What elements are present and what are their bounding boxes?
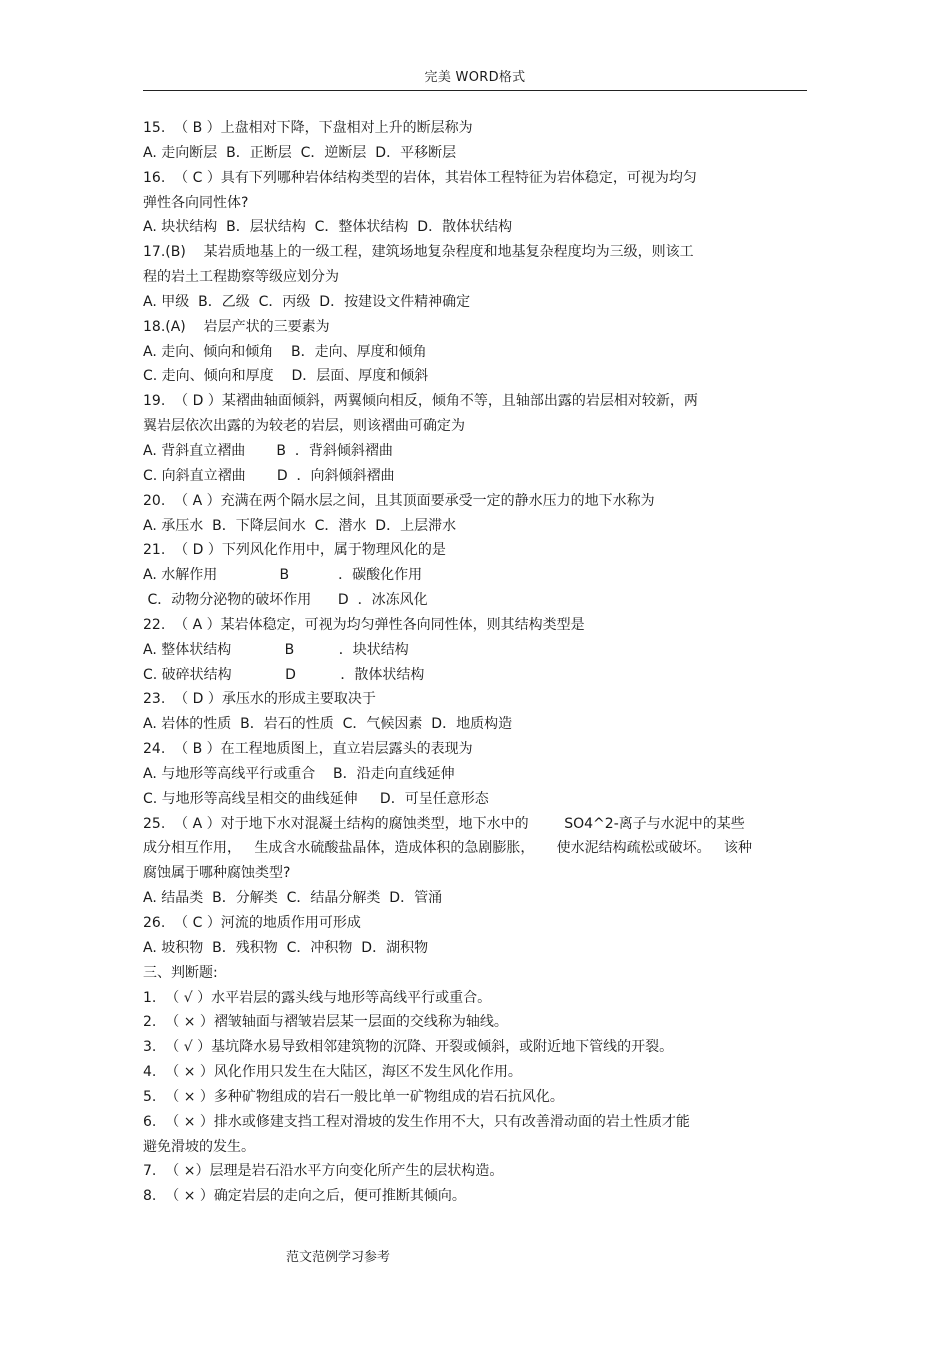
- judgment-1: 1. （ √ ）水平岩层的露头线与地形等高线平行或重合。: [143, 989, 492, 1006]
- question-22-options-ab: A. 整体状结构 B ．块状结构: [143, 641, 409, 658]
- judgment-8: 8. （ × ）确定岩层的走向之后，便可推断其倾向。: [143, 1188, 466, 1205]
- judgment-2: 2. （ × ）褶皱轴面与褶皱岩层某一层面的交线称为轴线。: [143, 1014, 508, 1031]
- question-21-options-ab: A. 水解作用 B ．碳酸化作用: [143, 567, 423, 584]
- question-18-options-cd: C. 走向、倾向和厚度 D．层面、厚度和倾斜: [143, 368, 429, 385]
- judgment-7: 7. （ ×）层理是岩石沿水平方向变化所产生的层状构造。: [143, 1163, 504, 1180]
- question-20-options: A. 承压水 B．下降层间水 C．潜水 D．上层滞水: [143, 517, 457, 534]
- question-19-options-cd: C. 向斜直立褶曲 D ．向斜倾斜褶曲: [143, 467, 395, 484]
- header-title: 完美 WORD格式: [424, 70, 526, 85]
- question-26: 26. （ C ）河流的地质作用可形成: [143, 915, 361, 931]
- question-19-continued: 翼岩层依次出露的为较老的岩层，则该褶曲可确定为: [143, 418, 465, 435]
- question-25-continued: 成分相互作用， 生成含水硫酸盐晶体，造成体积的急剧膨胀， 使水泥结构疏松或破坏。 该种: [143, 840, 752, 857]
- question-17: 17.(B) 某岩质地基上的一级工程，建筑场地复杂程度和地基复杂程度均为三级，则该工: [143, 244, 694, 261]
- question-25-continued-2: 腐蚀属于哪种腐蚀类型?: [143, 865, 291, 882]
- question-26-options: A. 坡积物 B．残积物 C．冲积物 D．湖积物: [143, 939, 429, 956]
- question-23: 23. （ D ）承压水的形成主要取决于: [143, 691, 376, 708]
- question-18: 18.(A) 岩层产状的三要素为: [143, 318, 330, 335]
- question-22: 22. （ A ）某岩体稳定，可视为均匀弹性各向同性体，则其结构类型是: [143, 616, 585, 633]
- judgment-4: 4. （ × ）风化作用只发生在大陆区，海区不发生风化作用。: [143, 1064, 522, 1081]
- question-25: 25. （ A ）对于地下水对混凝土结构的腐蚀类型，地下水中的 SO4^2-离子与水泥中的某些: [143, 815, 745, 832]
- question-21: 21. （ D ）下列风化作用中，属于物理风化的是: [143, 542, 446, 559]
- page-footer: 范文范例学习参考: [286, 1250, 391, 1265]
- question-18-options-ab: A. 走向、倾向和倾角 B．走向、厚度和倾角: [143, 343, 427, 360]
- question-19: 19. （ D ）某褶曲轴面倾斜，两翼倾向相反，倾角不等，且轴部出露的岩层相对较新，两: [143, 393, 698, 410]
- judgment-3: 3. （ √ ）基坑降水易导致相邻建筑物的沉降、开裂或倾斜，或附近地下管线的开裂。: [143, 1039, 674, 1056]
- question-17-continued: 程的岩土工程勘察等级应划分为: [143, 269, 339, 286]
- question-19-options-ab: A. 背斜直立褶曲 B ．背斜倾斜褶曲: [143, 442, 393, 459]
- question-21-options-cd: C．动物分泌物的破坏作用 D ．冰冻风化: [143, 592, 428, 609]
- section-heading-true-false: 三、判断题:: [143, 964, 218, 981]
- question-17-options: A. 甲级 B．乙级 C．丙级 D．按建设文件精神确定: [143, 293, 471, 310]
- question-16: 16. （ C ）具有下列哪种岩体结构类型的岩体，其岩体工程特征为岩体稳定，可视为均匀: [143, 169, 697, 186]
- question-24-options-cd: C. 与地形等高线呈相交的曲线延伸 D．可呈任意形态: [143, 790, 489, 807]
- question-16-continued: 弹性各向同性体?: [143, 194, 249, 211]
- question-24-options-ab: A. 与地形等高线平行或重合 B．沿走向直线延伸: [143, 765, 455, 782]
- question-20: 20. （ A ）充满在两个隔水层之间，且其顶面要承受一定的静水压力的地下水称为: [143, 492, 655, 509]
- document-body: [143, 116, 807, 1209]
- question-24: 24. （ B ）在工程地质图上，直立岩层露头的表现为: [143, 741, 473, 758]
- page-header: [143, 60, 807, 91]
- question-15: 15. （ B ）上盘相对下降，下盘相对上升的断层称为: [143, 120, 473, 136]
- question-16-options: A. 块状结构 B．层状结构 C．整体状结构 D．散体状结构: [143, 219, 513, 236]
- judgment-5: 5. （ × ）多种矿物组成的岩石一般比单一矿物组成的岩石抗风化。: [143, 1088, 564, 1105]
- question-25-options: A. 结晶类 B．分解类 C．结晶分解类 D．管涌: [143, 890, 443, 907]
- judgment-6: 6. （ × ）排水或修建支挡工程对滑坡的发生作用不大，只有改善滑动面的岩土性质才能: [143, 1113, 690, 1130]
- question-23-options: A. 岩体的性质 B．岩石的性质 C．气候因素 D．地质构造: [143, 716, 513, 733]
- judgment-6-continued: 避免滑坡的发生。: [143, 1138, 255, 1155]
- question-15-options: A. 走向断层 B．正断层 C．逆断层 D．平移断层: [143, 144, 457, 161]
- question-22-options-cd: C. 破碎状结构 D ．散体状结构: [143, 666, 425, 683]
